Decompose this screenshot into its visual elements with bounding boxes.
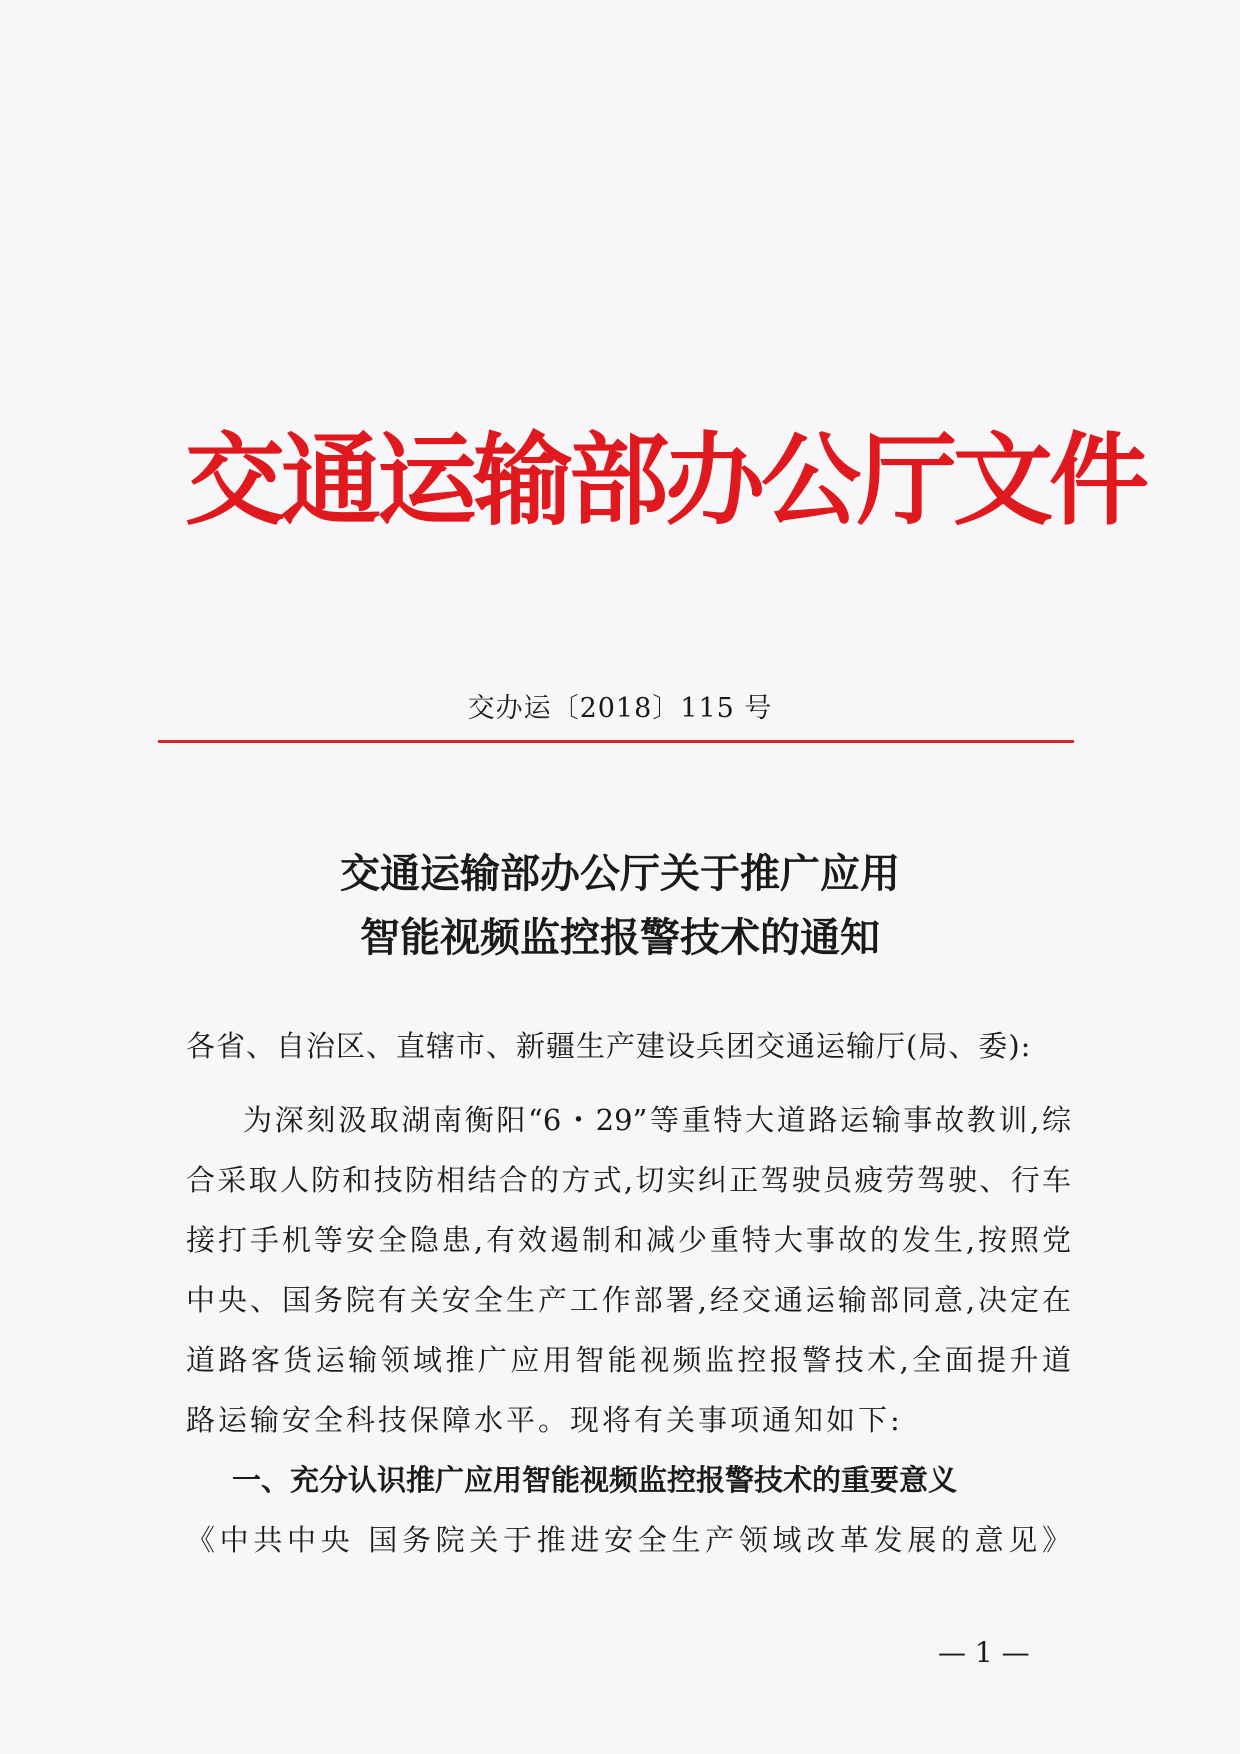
addressee: 各省、自治区、直辖市、新疆生产建设兵团交通运输厅(局、委): xyxy=(186,1029,1032,1063)
section-heading: 一、充分认识推广应用智能视频监控报警技术的重要意义 xyxy=(232,1463,958,1497)
page-number: — 1 — xyxy=(938,1636,1030,1669)
paragraph-line: 接打手机等安全隐患,有效遏制和减少重特大事故的发生,按照党 xyxy=(186,1223,1071,1257)
masthead: 交通运输部办公厅文件 xyxy=(185,421,1145,539)
paragraph-line: 《中共中央 国务院关于推进安全生产领域改革发展的意见》 xyxy=(186,1523,1071,1557)
paragraph-line: 道路客货运输领域推广应用智能视频监控报警技术,全面提升道 xyxy=(186,1343,1071,1377)
paragraph-line: 为深刻汲取湖南衡阳“6・29”等重特大道路运输事故教训,综 xyxy=(243,1103,1071,1137)
red-divider xyxy=(158,740,1074,743)
paragraph-line: 中央、国务院有关安全生产工作部署,经交通运输部同意,决定在 xyxy=(186,1283,1071,1317)
paragraph-line: 合采取人防和技防相结合的方式,切实纠正驾驶员疲劳驾驶、行车 xyxy=(186,1163,1071,1197)
title-line-1: 交通运输部办公厅关于推广应用 xyxy=(340,850,900,897)
title-line-2: 智能视频监控报警技术的通知 xyxy=(360,914,880,961)
document-number: 交办运〔2018〕115 号 xyxy=(467,693,773,724)
paragraph-line: 路运输安全科技保障水平。现将有关事项通知如下: xyxy=(186,1403,903,1437)
